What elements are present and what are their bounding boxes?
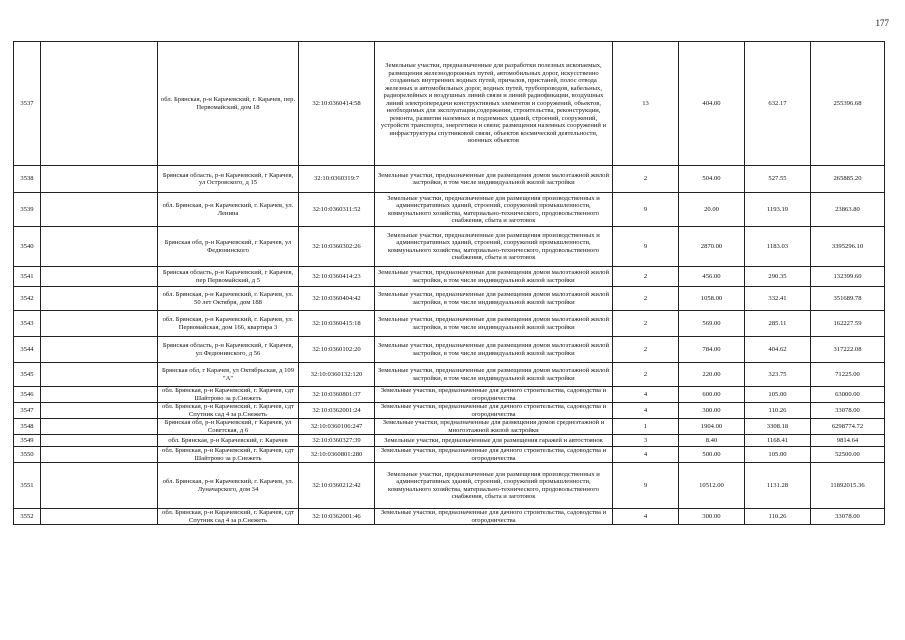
- row-number: 3540: [14, 227, 41, 267]
- rate-cell: 332.41: [745, 287, 811, 311]
- cadastral-number-cell: 32:10:0360414:58: [299, 42, 375, 166]
- category-code-cell: 13: [613, 42, 679, 166]
- empty-cell: [41, 166, 158, 193]
- category-code-cell: 4: [613, 403, 679, 419]
- table-row: [14, 435, 885, 447]
- category-code-cell: 2: [613, 287, 679, 311]
- table-row: [14, 509, 885, 525]
- area-cell: 504.00: [679, 166, 745, 193]
- table-row: [14, 363, 885, 387]
- category-code-cell: 2: [613, 337, 679, 363]
- rate-cell: 323.75: [745, 363, 811, 387]
- cadastral-value-cell: 71225.00: [811, 363, 885, 387]
- table-body: [14, 42, 885, 525]
- cadastral-number-cell: 32:10:0360106:247: [299, 419, 375, 435]
- category-code-cell: 4: [613, 509, 679, 525]
- land-purpose-cell: Земельные участки, предназначенные для размещения домов малоэтажной жилой застройки, в том числе индивидуальной жилой застройки: [375, 267, 613, 287]
- row-number: 3537: [14, 42, 41, 166]
- row-number: 3552: [14, 509, 41, 525]
- cadastral-value-cell: 162227.59: [811, 311, 885, 337]
- land-purpose-cell: Земельные участки, предназначенные для разработки полезных ископаемых, размещения железнодорожных путей, автомобильных дорог, искусственно созданных внутренних водных путей, причалов, пристаней, полос отвода железных и автомобильных дорог, водных путей, трубопроводов, кабельных, радиорелейных и воздушных линий связи и линий радиофикации, воздушных линий электропередачи конструктивных элементов и сооружений, объектов, необходимых для эксплуатации,содержания, строительства, реконструкции, ремонта, развития наземных и подземных зданий, строений, сооружений, устройств транспорта, энергетики и связи; размещения наземных сооружений и инфраструктуры спутниковой связи, объектов космической деятельности, военных объектов: [375, 42, 613, 166]
- table-row: [14, 42, 885, 166]
- rate-cell: 632.17: [745, 42, 811, 166]
- cadastral-number-cell: 32:10:0360132:120: [299, 363, 375, 387]
- empty-cell: [41, 447, 158, 463]
- table-row: [14, 311, 885, 337]
- category-code-cell: 1: [613, 419, 679, 435]
- area-cell: 300.00: [679, 509, 745, 525]
- row-number: 3542: [14, 287, 41, 311]
- table-row: [14, 463, 885, 509]
- address-cell: Брянская область, р-н Карачевский, г Карачев, ул Федюнинского, д 56: [158, 337, 299, 363]
- empty-cell: [41, 363, 158, 387]
- table-row: [14, 447, 885, 463]
- rate-cell: 404.62: [745, 337, 811, 363]
- category-code-cell: 2: [613, 166, 679, 193]
- area-cell: 220.00: [679, 363, 745, 387]
- land-purpose-cell: Земельные участки, предназначенные для размещения производственных и административных зданий, строений, сооружений промышленности, коммунального хозяйства, материально-технического, продовольственного снабжения, сбыта и заготовок: [375, 193, 613, 227]
- area-cell: 404.00: [679, 42, 745, 166]
- address-cell: обл. Брянская, р-н Карачевский, г. Карачев, ул. Луначарского, дом 34: [158, 463, 299, 509]
- category-code-cell: 2: [613, 311, 679, 337]
- cadastral-value-cell: 23863.80: [811, 193, 885, 227]
- cadastral-value-cell: 9814.64: [811, 435, 885, 447]
- cadastral-value-cell: 255396.68: [811, 42, 885, 166]
- category-code-cell: 9: [613, 227, 679, 267]
- row-number: 3544: [14, 337, 41, 363]
- table-row: [14, 267, 885, 287]
- row-number: 3551: [14, 463, 41, 509]
- land-purpose-cell: Земельные участки, предназначенные для дачного строительства, садоводства и огородничества: [375, 447, 613, 463]
- row-number: 3541: [14, 267, 41, 287]
- empty-cell: [41, 227, 158, 267]
- cadastral-number-cell: 32:10:0360327:39: [299, 435, 375, 447]
- category-code-cell: 9: [613, 463, 679, 509]
- category-code-cell: 4: [613, 387, 679, 403]
- row-number: 3547: [14, 403, 41, 419]
- land-purpose-cell: Земельные участки, предназначенные для размещения домов малоэтажной жилой застройки, в том числе индивидуальной жилой застройки: [375, 363, 613, 387]
- cadastral-number-cell: 32:10:0360415:18: [299, 311, 375, 337]
- cadastral-value-cell: 63000.00: [811, 387, 885, 403]
- rate-cell: 1168.41: [745, 435, 811, 447]
- cadastral-number-cell: 32:10:0360212:42: [299, 463, 375, 509]
- address-cell: Брянская обл, г Карачев, ул Октябрьская, д 109 "А": [158, 363, 299, 387]
- empty-cell: [41, 463, 158, 509]
- row-number: 3543: [14, 311, 41, 337]
- rate-cell: 3308.18: [745, 419, 811, 435]
- empty-cell: [41, 387, 158, 403]
- empty-cell: [41, 509, 158, 525]
- address-cell: Брянская обл, р-н Карачевский, г Карачев, ул Федюнинского: [158, 227, 299, 267]
- area-cell: 300.00: [679, 403, 745, 419]
- land-purpose-cell: Земельные участки, предназначенные для размещения домов малоэтажной жилой застройки, в том числе индивидуальной жилой застройки: [375, 166, 613, 193]
- table-row: [14, 287, 885, 311]
- area-cell: 456.00: [679, 267, 745, 287]
- area-cell: 600.00: [679, 387, 745, 403]
- rate-cell: 1131.28: [745, 463, 811, 509]
- cadastral-value-cell: 6298774.72: [811, 419, 885, 435]
- empty-cell: [41, 311, 158, 337]
- rate-cell: 105.00: [745, 387, 811, 403]
- empty-cell: [41, 42, 158, 166]
- empty-cell: [41, 435, 158, 447]
- address-cell: обл. Брянская, р-н Карачевский, г. Карачев, сдт Шайтрово за р.Снежеть: [158, 447, 299, 463]
- table-row: [14, 227, 885, 267]
- land-purpose-cell: Земельные участки, предназначенные для дачного строительства, садоводства и огородничества: [375, 403, 613, 419]
- address-cell: обл. Брянская, р-н Карачевский, г. Карачев, ул. Ленина: [158, 193, 299, 227]
- table-row: [14, 419, 885, 435]
- land-purpose-cell: Земельные участки, предназначенные для размещения домов среднеэтажной и многоэтажной жилой застройки: [375, 419, 613, 435]
- rate-cell: 110.26: [745, 509, 811, 525]
- rate-cell: 290.35: [745, 267, 811, 287]
- empty-cell: [41, 337, 158, 363]
- table-row: [14, 403, 885, 419]
- area-cell: 2870.00: [679, 227, 745, 267]
- land-purpose-cell: Земельные участки, предназначенные для дачного строительства, садоводства и огородничества: [375, 509, 613, 525]
- address-cell: обл. Брянская, р-н Карачевский, г. Карачев, ул. Первомайская, дом 166, квартира 3: [158, 311, 299, 337]
- cadastral-value-cell: 52500.00: [811, 447, 885, 463]
- table-row: [14, 193, 885, 227]
- row-number: 3546: [14, 387, 41, 403]
- area-cell: 8.40: [679, 435, 745, 447]
- cadastral-value-cell: 33078.00: [811, 509, 885, 525]
- rate-cell: 105.00: [745, 447, 811, 463]
- address-cell: Брянская обл, р-н Карачевский, г Карачев, ул Советская, д 6: [158, 419, 299, 435]
- cadastral-number-cell: 32:10:0362001:46: [299, 509, 375, 525]
- land-purpose-cell: Земельные участки, предназначенные для размещения гаражей и автостоянок: [375, 435, 613, 447]
- row-number: 3549: [14, 435, 41, 447]
- row-number: 3545: [14, 363, 41, 387]
- cadastral-value-cell: 317222.08: [811, 337, 885, 363]
- area-cell: 569.00: [679, 311, 745, 337]
- address-cell: Брянская область, р-н Карачевский, г Карачев, пер Первомайский, д 5: [158, 267, 299, 287]
- area-cell: 1058.00: [679, 287, 745, 311]
- cadastral-value-cell: 132399.60: [811, 267, 885, 287]
- cadastral-number-cell: 32:10:0360404:42: [299, 287, 375, 311]
- cadastral-number-cell: 32:10:0360414:23: [299, 267, 375, 287]
- category-code-cell: 3: [613, 435, 679, 447]
- land-purpose-cell: Земельные участки, предназначенные для размещения производственных и административных зданий, строений, сооружений промышленности, коммунального хозяйства, материально-технического, продовольственного снабжения, сбыта и заготовок: [375, 463, 613, 509]
- cadastral-table: [13, 41, 885, 525]
- land-purpose-cell: Земельные участки, предназначенные для размещения домов малоэтажной жилой застройки, в том числе индивидуальной жилой застройки: [375, 311, 613, 337]
- cadastral-number-cell: 32:10:0360319:7: [299, 166, 375, 193]
- cadastral-value-cell: 11892015.36: [811, 463, 885, 509]
- rate-cell: 285.11: [745, 311, 811, 337]
- area-cell: 20.00: [679, 193, 745, 227]
- area-cell: 784.00: [679, 337, 745, 363]
- cadastral-number-cell: 32:10:0360102:20: [299, 337, 375, 363]
- cadastral-number-cell: 32:10:0360311:52: [299, 193, 375, 227]
- cadastral-value-cell: 33078.00: [811, 403, 885, 419]
- address-cell: обл. Брянская, р-н Карачевский, г. Карачев, сдт Спутник сад 4 за р.Снежеть: [158, 509, 299, 525]
- page-number: 177: [875, 18, 889, 28]
- address-cell: обл. Брянская, р-н Карачевский, г. Карачев: [158, 435, 299, 447]
- land-purpose-cell: Земельные участки, предназначенные для размещения домов малоэтажной жилой застройки, в том числе индивидуальной жилой застройки: [375, 337, 613, 363]
- empty-cell: [41, 287, 158, 311]
- cadastral-number-cell: 32:10:0360801:280: [299, 447, 375, 463]
- area-cell: 1904.00: [679, 419, 745, 435]
- address-cell: обл. Брянская, р-н Карачевский, г. Карачев, ул. 50 лет Октября, дом 188: [158, 287, 299, 311]
- category-code-cell: 2: [613, 267, 679, 287]
- rate-cell: 1193.19: [745, 193, 811, 227]
- row-number: 3548: [14, 419, 41, 435]
- empty-cell: [41, 267, 158, 287]
- address-cell: Брянская область, р-н Карачевский, г Карачев, ул Островского, д 15: [158, 166, 299, 193]
- cadastral-value-cell: 351689.78: [811, 287, 885, 311]
- cadastral-number-cell: 32:10:0360302:26: [299, 227, 375, 267]
- land-purpose-cell: Земельные участки, предназначенные для размещения производственных и административных зданий, строений, сооружений промышленности, коммунального хозяйства, материально-технического, продовольственного снабжения, сбыта и заготовок: [375, 227, 613, 267]
- cadastral-value-cell: 3395296.10: [811, 227, 885, 267]
- land-purpose-cell: Земельные участки, предназначенные для размещения домов малоэтажной жилой застройки, в том числе индивидуальной жилой застройки: [375, 287, 613, 311]
- empty-cell: [41, 419, 158, 435]
- cadastral-value-cell: 265885.20: [811, 166, 885, 193]
- row-number: 3539: [14, 193, 41, 227]
- category-code-cell: 4: [613, 447, 679, 463]
- address-cell: обл. Брянская, р-н Карачевский, г. Карачев, сдт Спутник сад 4 за р.Снежеть: [158, 403, 299, 419]
- address-cell: обл. Брянская, р-н Карачевский, г. Карачев, пер. Первомайский, дом 18: [158, 42, 299, 166]
- address-cell: обл. Брянская, р-н Карачевский, г. Карачев, сдт Шайтрово за р.Снежеть: [158, 387, 299, 403]
- empty-cell: [41, 403, 158, 419]
- row-number: 3538: [14, 166, 41, 193]
- area-cell: 10512.00: [679, 463, 745, 509]
- table-row: [14, 387, 885, 403]
- land-purpose-cell: Земельные участки, предназначенные для дачного строительства, садоводства и огородничества: [375, 387, 613, 403]
- rate-cell: 527.55: [745, 166, 811, 193]
- table-row: [14, 337, 885, 363]
- rate-cell: 1183.03: [745, 227, 811, 267]
- category-code-cell: 2: [613, 363, 679, 387]
- rate-cell: 110.26: [745, 403, 811, 419]
- table-row: [14, 166, 885, 193]
- row-number: 3550: [14, 447, 41, 463]
- area-cell: 500.00: [679, 447, 745, 463]
- empty-cell: [41, 193, 158, 227]
- cadastral-number-cell: 32:10:0360801:37: [299, 387, 375, 403]
- cadastral-number-cell: 32:10:0362001:24: [299, 403, 375, 419]
- category-code-cell: 9: [613, 193, 679, 227]
